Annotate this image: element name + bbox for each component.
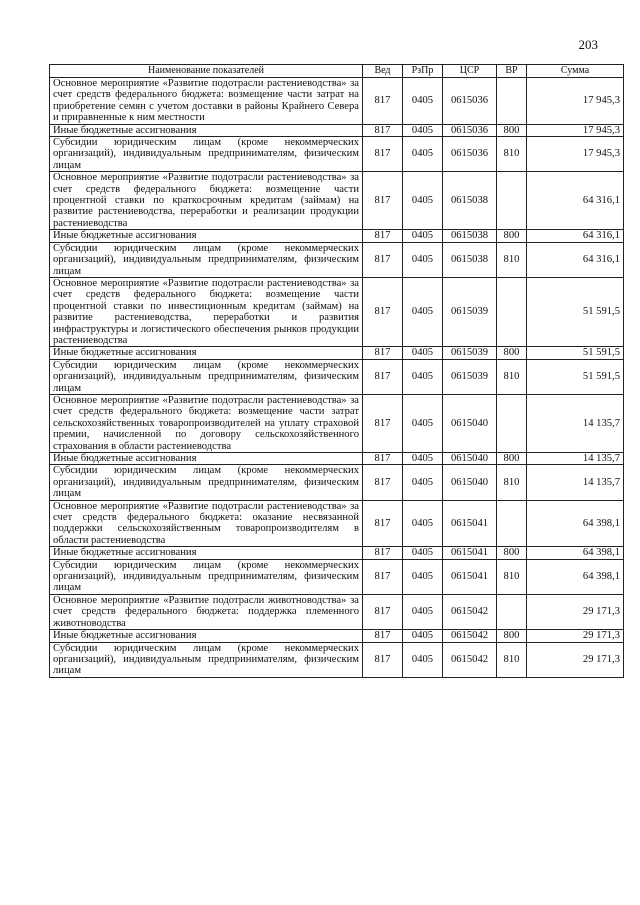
row-ved: 817 [363,559,403,594]
row-rzpr: 0405 [403,242,443,277]
row-sum: 51 591,5 [527,347,624,359]
header-rzpr: РзПр [403,65,443,78]
row-ved: 817 [363,500,403,547]
row-rzpr: 0405 [403,559,443,594]
row-name: Иные бюджетные ассигнования [50,230,363,242]
row-csr: 0615039 [443,277,497,346]
row-sum: 51 591,5 [527,277,624,346]
row-vr [497,394,527,452]
row-vr: 800 [497,453,527,465]
table-row [50,242,624,277]
row-sum: 64 316,1 [527,230,624,242]
table-row [50,642,624,677]
table-row [50,172,624,230]
row-csr: 0615042 [443,642,497,677]
row-csr: 0615040 [443,465,497,500]
row-name: Иные бюджетные ассигнования [50,453,363,465]
row-rzpr: 0405 [403,465,443,500]
row-ved: 817 [363,78,403,125]
row-sum: 14 135,7 [527,453,624,465]
row-csr: 0615039 [443,347,497,359]
table-row [50,347,624,359]
row-csr: 0615042 [443,594,497,629]
row-vr: 800 [497,547,527,559]
row-vr: 810 [497,359,527,394]
row-csr: 0615042 [443,630,497,642]
row-sum: 64 398,1 [527,500,624,547]
row-name: Основное мероприятие «Развитие подотрасли растениеводства» за счет средств федерального бюджета: возмещение части процентной ставки по краткосрочным кредитам (займам) на развитие растениеводства, переработки и реализации продукции растениеводства [50,172,363,230]
row-vr: 800 [497,630,527,642]
row-sum: 14 135,7 [527,465,624,500]
row-vr: 810 [497,559,527,594]
row-rzpr: 0405 [403,642,443,677]
row-rzpr: 0405 [403,394,443,452]
row-sum: 64 316,1 [527,172,624,230]
row-vr: 810 [497,642,527,677]
row-name: Основное мероприятие «Развитие подотрасли растениеводства» за счет средств федерального бюджета: оказание несвязанной поддержки сельскохозяйственным товаропроизводителям в области растениеводства [50,500,363,547]
row-sum: 29 171,3 [527,642,624,677]
row-rzpr: 0405 [403,594,443,629]
table-row [50,230,624,242]
row-name: Основное мероприятие «Развитие подотрасли растениеводства» за счет средств федерального бюджета: возмещение части процентной ставки по инвестиционным кредитам (займам) на развитие растениеводства, переработки и развития инфраструктуры и логистического обеспечения рынков продукции растениеводства [50,277,363,346]
row-vr: 800 [497,124,527,136]
row-name: Основное мероприятие «Развитие подотрасли растениеводства» за счет средств федерального бюджета: возмещение части затрат на приобретение семян с учетом доставки в районы Крайнего Севера и приравненные к ним местности [50,78,363,125]
row-rzpr: 0405 [403,359,443,394]
row-sum: 29 171,3 [527,594,624,629]
row-vr [497,594,527,629]
row-name: Субсидии юридическим лицам (кроме некоммерческих организаций), индивидуальным предпринимателям, физическим лицам [50,137,363,172]
row-vr: 800 [497,347,527,359]
row-vr [497,500,527,547]
row-name: Иные бюджетные ассигнования [50,347,363,359]
row-name: Субсидии юридическим лицам (кроме некоммерческих организаций), индивидуальным предпринимателям, физическим лицам [50,642,363,677]
table-row [50,559,624,594]
row-ved: 817 [363,630,403,642]
row-rzpr: 0405 [403,500,443,547]
row-csr: 0615036 [443,137,497,172]
row-rzpr: 0405 [403,630,443,642]
row-csr: 0615039 [443,359,497,394]
row-ved: 817 [363,594,403,629]
row-name: Субсидии юридическим лицам (кроме некоммерческих организаций), индивидуальным предпринимателям, физическим лицам [50,465,363,500]
budget-table [49,64,624,678]
table-row [50,500,624,547]
row-ved: 817 [363,230,403,242]
row-csr: 0615040 [443,453,497,465]
row-csr: 0615036 [443,78,497,125]
header-name: Наименование показателей [50,65,363,78]
header-sum: Сумма [527,65,624,78]
row-ved: 817 [363,242,403,277]
row-name: Иные бюджетные ассигнования [50,547,363,559]
page-number: 203 [578,37,598,52]
row-name: Иные бюджетные ассигнования [50,124,363,136]
table-row [50,630,624,642]
row-csr: 0615041 [443,500,497,547]
row-ved: 817 [363,359,403,394]
row-name: Основное мероприятие «Развитие подотрасли животноводства» за счет средств федерального бюджета: поддержка племенного животноводства [50,594,363,629]
table-row [50,465,624,500]
row-rzpr: 0405 [403,78,443,125]
table-row [50,453,624,465]
row-vr: 800 [497,230,527,242]
row-rzpr: 0405 [403,230,443,242]
table-row [50,359,624,394]
row-csr: 0615038 [443,242,497,277]
row-sum: 17 945,3 [527,137,624,172]
row-vr: 810 [497,137,527,172]
row-name: Субсидии юридическим лицам (кроме некоммерческих организаций), индивидуальным предпринимателям, физическим лицам [50,559,363,594]
row-csr: 0615036 [443,124,497,136]
row-ved: 817 [363,465,403,500]
row-rzpr: 0405 [403,347,443,359]
row-rzpr: 0405 [403,277,443,346]
table-row [50,277,624,346]
row-vr [497,277,527,346]
table-row [50,78,624,125]
row-rzpr: 0405 [403,547,443,559]
row-ved: 817 [363,547,403,559]
row-ved: 817 [363,453,403,465]
row-ved: 817 [363,137,403,172]
row-sum: 29 171,3 [527,630,624,642]
table-row [50,137,624,172]
row-name: Основное мероприятие «Развитие подотрасли растениеводства» за счет средств федерального бюджета: возмещение части затрат сельскохозяйственных товаропроизводителей на уплату страховой премии, начисленной по договору сельскохозяйственного страхования в области растениеводства [50,394,363,452]
row-rzpr: 0405 [403,172,443,230]
header-ved: Вед [363,65,403,78]
row-ved: 817 [363,642,403,677]
table-row [50,594,624,629]
row-ved: 817 [363,124,403,136]
row-rzpr: 0405 [403,137,443,172]
row-name: Иные бюджетные ассигнования [50,630,363,642]
header-vr: ВР [497,65,527,78]
table-body [50,78,624,678]
table-row [50,394,624,452]
row-sum: 14 135,7 [527,394,624,452]
row-vr [497,78,527,125]
row-rzpr: 0405 [403,453,443,465]
row-sum: 64 316,1 [527,242,624,277]
row-sum: 51 591,5 [527,359,624,394]
row-csr: 0615041 [443,559,497,594]
row-name: Субсидии юридическим лицам (кроме некоммерческих организаций), индивидуальным предпринимателям, физическим лицам [50,359,363,394]
row-vr: 810 [497,465,527,500]
header-csr: ЦСР [443,65,497,78]
row-sum: 64 398,1 [527,547,624,559]
row-name: Субсидии юридическим лицам (кроме некоммерческих организаций), индивидуальным предпринимателям, физическим лицам [50,242,363,277]
row-ved: 817 [363,347,403,359]
row-vr: 810 [497,242,527,277]
row-vr [497,172,527,230]
table-row [50,124,624,136]
table-row [50,547,624,559]
row-ved: 817 [363,394,403,452]
row-sum: 17 945,3 [527,78,624,125]
row-csr: 0615038 [443,230,497,242]
row-sum: 17 945,3 [527,124,624,136]
row-csr: 0615041 [443,547,497,559]
row-ved: 817 [363,277,403,346]
row-rzpr: 0405 [403,124,443,136]
row-ved: 817 [363,172,403,230]
row-csr: 0615038 [443,172,497,230]
table-header-row [50,65,624,78]
row-csr: 0615040 [443,394,497,452]
row-sum: 64 398,1 [527,559,624,594]
